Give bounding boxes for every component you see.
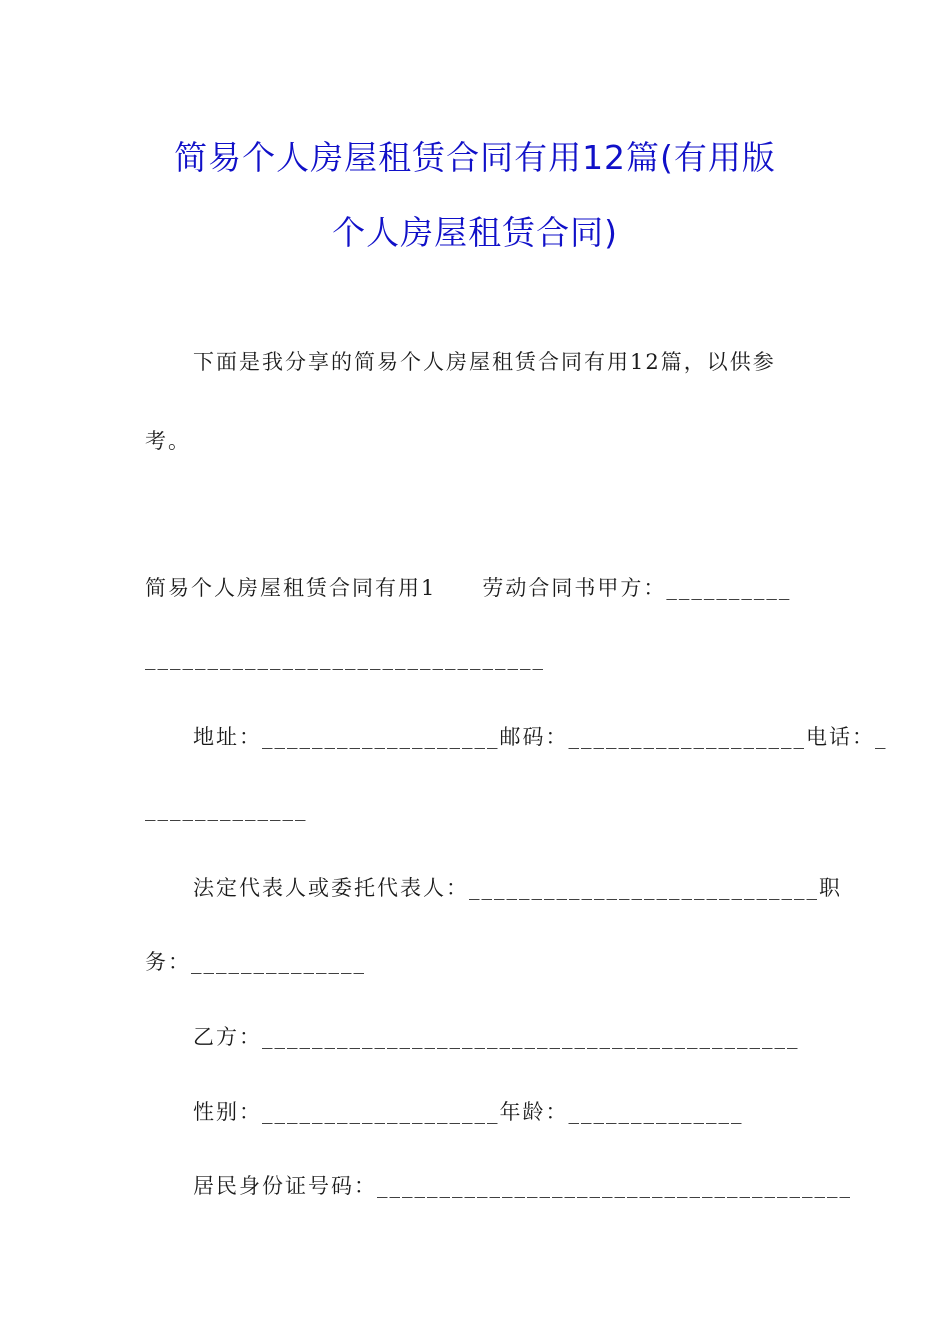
legal-representative-line: 法定代表人或委托代表人：____________________________职 <box>193 876 842 900</box>
id-number-line: 居民身份证号码：______________________________________ <box>193 1174 852 1198</box>
intro-paragraph-line-1: 下面是我分享的简易个人房屋租赁合同有用12篇，以供参 <box>193 350 776 374</box>
gender-age-line: 性别：___________________年龄：______________ <box>193 1100 744 1124</box>
intro-paragraph-line-2: 考。 <box>145 429 191 453</box>
contract-heading-line: 简易个人房屋租赁合同有用1 劳动合同书甲方：__________ <box>145 576 792 600</box>
party-b-line: 乙方：___________________________________________ <box>193 1025 800 1049</box>
address-postcode-phone-line: 地址：___________________邮码：___________________电话：_ <box>193 725 888 749</box>
party-a-blank-continued: ________________________________ <box>145 646 545 670</box>
phone-blank-continued: _____________ <box>145 797 308 821</box>
document-title-line-2: 个人房屋租赁合同) <box>332 213 618 252</box>
document-title-line-1: 简易个人房屋租赁合同有用12篇(有用版 <box>174 138 776 177</box>
position-line: 务：______________ <box>145 950 366 974</box>
